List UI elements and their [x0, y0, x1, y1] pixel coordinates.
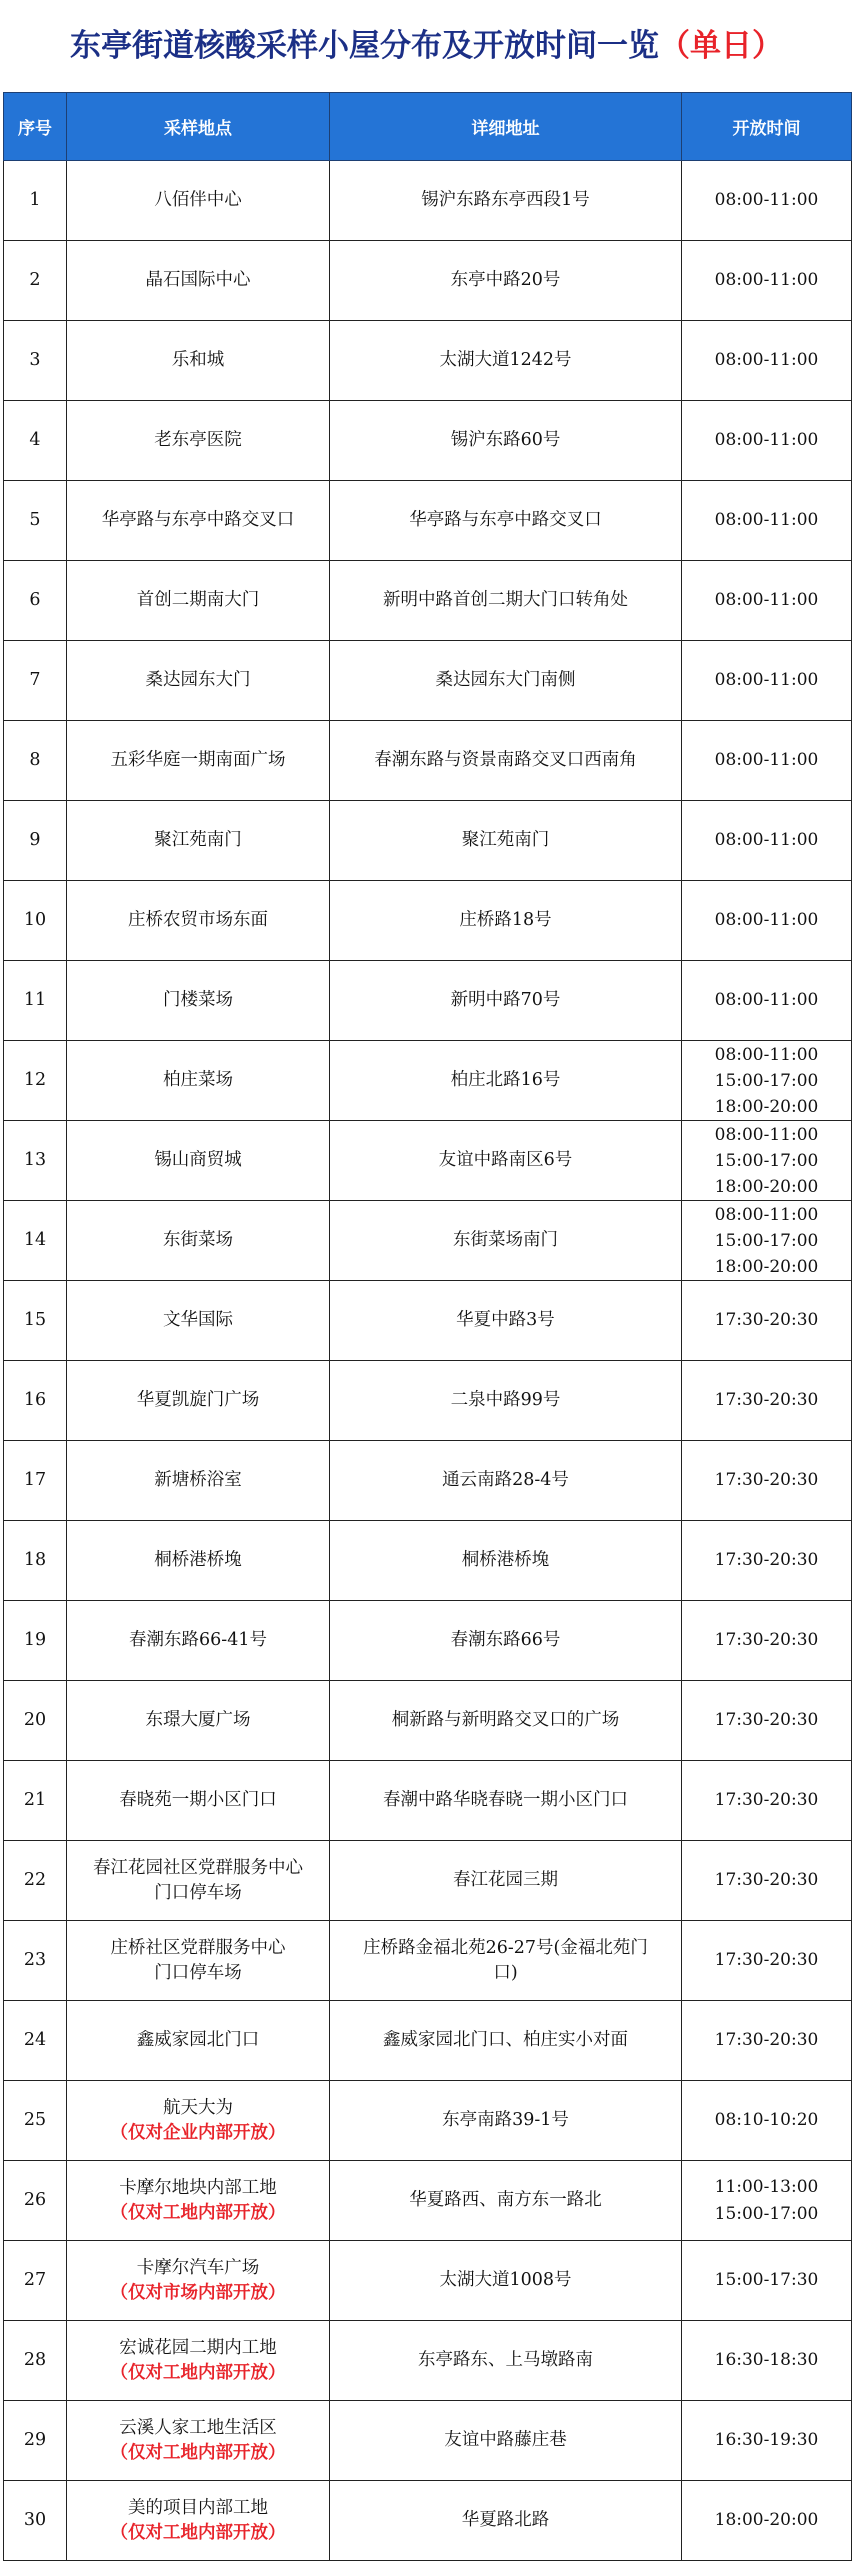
hours-cell	[682, 2081, 852, 2161]
site-name: 卡摩尔汽车广场	[136, 2257, 260, 2278]
hours-cell	[682, 561, 852, 641]
address-text: 新明中路首创二期大门口转角处	[383, 590, 628, 610]
row-number: 12	[4, 1041, 67, 1121]
row-number: 28	[4, 2321, 67, 2401]
table-row	[4, 2001, 852, 2081]
address-cell	[330, 1761, 682, 1841]
table-row	[4, 1921, 852, 2001]
table-row	[4, 161, 852, 241]
site-name: 锡山商贸城	[154, 1150, 242, 1170]
time-range: 08:10-10:20	[714, 2110, 819, 2130]
site-cell	[67, 881, 330, 961]
table-row	[4, 1681, 852, 1761]
site-cell	[67, 961, 330, 1041]
site-cell	[67, 321, 330, 401]
address-text: 友谊中路藤庄巷	[444, 2430, 567, 2450]
table-row	[4, 881, 852, 961]
time-range: 11:00-13:00	[714, 2176, 819, 2197]
address-cell	[330, 161, 682, 241]
site-name: 八佰伴中心	[154, 190, 242, 210]
table-row	[4, 2081, 852, 2161]
time-range: 08:00-11:00	[714, 670, 819, 690]
table-body	[4, 161, 852, 2561]
row-number: 15	[4, 1281, 67, 1361]
table-row	[4, 401, 852, 481]
hours-cell	[682, 161, 852, 241]
table-row	[4, 1521, 852, 1601]
sampling-sites-table	[3, 92, 852, 2561]
address-cell	[330, 1521, 682, 1601]
site-name: 首创二期南大门	[136, 590, 260, 610]
address-cell	[330, 1921, 682, 2001]
row-number: 23	[4, 1921, 67, 2001]
title-suffix: （单日）	[659, 28, 783, 64]
hours-cell	[682, 1041, 852, 1121]
row-number: 20	[4, 1681, 67, 1761]
site-name: 门楼菜场	[163, 990, 233, 1010]
address-cell	[330, 801, 682, 881]
row-number: 9	[4, 801, 67, 881]
site-cell	[67, 161, 330, 241]
site-name: 文华国际	[163, 1310, 233, 1330]
site-name: 东街菜场	[163, 1230, 233, 1250]
hours-cell	[682, 1841, 852, 1921]
site-name: 春晓苑一期小区门口	[119, 1790, 277, 1810]
row-number: 13	[4, 1121, 67, 1201]
address-text: 锡沪东路东亭西段1号	[421, 190, 590, 210]
time-range: 08:00-11:00	[714, 510, 819, 530]
time-range: 08:00-11:00	[714, 430, 819, 450]
time-range: 08:00-11:00	[714, 750, 819, 770]
site-cell	[67, 641, 330, 721]
address-cell	[330, 881, 682, 961]
time-range: 08:00-11:00	[714, 270, 819, 290]
table-row	[4, 2321, 852, 2401]
hours-cell	[682, 1761, 852, 1841]
address-text: 春潮中路华晓春晓一期小区门口	[383, 1790, 628, 1810]
address-text: 二泉中路99号	[450, 1390, 561, 1410]
row-number: 18	[4, 1521, 67, 1601]
site-cell	[67, 2481, 330, 2561]
time-range: 15:00-17:00	[714, 1070, 819, 1091]
address-text: 庄桥路金福北苑26-27号(金福北苑门	[363, 1937, 648, 1958]
table-row	[4, 801, 852, 881]
table-header-row	[4, 93, 852, 161]
site-name: 春江花园社区党群服务中心	[93, 1857, 303, 1878]
hours-cell	[682, 241, 852, 321]
hours-cell	[682, 2161, 852, 2241]
time-range: 17:30-20:30	[714, 1790, 819, 1810]
time-range: 08:00-11:00	[714, 590, 819, 610]
row-number: 1	[4, 161, 67, 241]
site-cell	[67, 2001, 330, 2081]
hours-cell	[682, 2001, 852, 2081]
time-range: 15:00-17:00	[714, 1230, 819, 1251]
site-name: 宏诚花园二期内工地	[119, 2337, 277, 2358]
address-cell	[330, 2001, 682, 2081]
hours-cell	[682, 1281, 852, 1361]
site-name: 老东亭医院	[154, 430, 242, 450]
hours-cell	[682, 961, 852, 1041]
table-row	[4, 641, 852, 721]
address-cell	[330, 2481, 682, 2561]
time-range: 18:00-20:00	[714, 1176, 819, 1197]
row-number: 21	[4, 1761, 67, 1841]
address-cell	[330, 2161, 682, 2241]
site-name: 春潮东路66-41号	[129, 1630, 267, 1650]
site-name: 卡摩尔地块内部工地	[119, 2177, 277, 2198]
hours-cell	[682, 321, 852, 401]
address-text: 春江花园三期	[453, 1870, 558, 1890]
hours-cell	[682, 721, 852, 801]
address-cell	[330, 641, 682, 721]
restriction-note: （仅对工地内部开放）	[110, 2522, 286, 2543]
address-text: 桑达园东大门南侧	[435, 670, 576, 690]
row-number: 27	[4, 2241, 67, 2321]
time-range: 08:00-11:00	[714, 990, 819, 1010]
time-range: 17:30-20:30	[714, 1470, 819, 1490]
address-text: 太湖大道1008号	[439, 2270, 572, 2290]
site-name: 五彩华庭一期南面广场	[110, 750, 286, 770]
address-cell	[330, 1361, 682, 1441]
address-cell	[330, 2321, 682, 2401]
hours-cell	[682, 2241, 852, 2321]
site-name: 桐桥港桥堍	[154, 1550, 242, 1570]
address-cell	[330, 401, 682, 481]
address-cell	[330, 1041, 682, 1121]
hours-cell	[682, 1921, 852, 2001]
address-cell	[330, 1201, 682, 1281]
row-number: 4	[4, 401, 67, 481]
address-text: 柏庄北路16号	[450, 1070, 561, 1090]
row-number: 25	[4, 2081, 67, 2161]
hours-cell	[682, 1201, 852, 1281]
address-cell	[330, 561, 682, 641]
address-text: 春潮东路与资景南路交叉口西南角	[374, 750, 637, 770]
table-row	[4, 1041, 852, 1121]
address-cell	[330, 2081, 682, 2161]
row-number: 7	[4, 641, 67, 721]
row-number: 2	[4, 241, 67, 321]
address-cell	[330, 2241, 682, 2321]
row-number: 30	[4, 2481, 67, 2561]
header-hours: 开放时间	[682, 93, 852, 161]
table-row	[4, 961, 852, 1041]
site-cell	[67, 1441, 330, 1521]
time-range: 08:00-11:00	[714, 1204, 819, 1225]
restriction-note: （仅对市场内部开放）	[110, 2282, 286, 2303]
row-number: 19	[4, 1601, 67, 1681]
time-range: 17:30-20:30	[714, 1950, 819, 1970]
address-text: 口)	[493, 1962, 518, 1983]
site-cell	[67, 1761, 330, 1841]
row-number: 8	[4, 721, 67, 801]
time-range: 08:00-11:00	[714, 1124, 819, 1145]
hours-cell	[682, 881, 852, 961]
row-number: 26	[4, 2161, 67, 2241]
site-cell	[67, 1041, 330, 1121]
hours-cell	[682, 2321, 852, 2401]
address-text: 太湖大道1242号	[439, 350, 572, 370]
address-text: 东亭路东、上马墩路南	[418, 2350, 593, 2370]
site-name: 庄桥社区党群服务中心	[110, 1937, 286, 1958]
hours-cell	[682, 481, 852, 561]
hours-cell	[682, 1601, 852, 1681]
hours-cell	[682, 1681, 852, 1761]
table-row	[4, 481, 852, 561]
address-text: 锡沪东路60号	[450, 430, 561, 450]
site-cell	[67, 561, 330, 641]
time-range: 17:30-20:30	[714, 1310, 819, 1330]
site-cell	[67, 1521, 330, 1601]
site-cell	[67, 1201, 330, 1281]
table-row	[4, 1121, 852, 1201]
site-cell	[67, 2321, 330, 2401]
site-cell	[67, 801, 330, 881]
site-name: 乐和城	[171, 350, 225, 370]
address-text: 东亭南路39-1号	[442, 2110, 569, 2130]
table-row	[4, 721, 852, 801]
time-range: 17:30-20:30	[714, 2030, 819, 2050]
row-number: 10	[4, 881, 67, 961]
table-row	[4, 561, 852, 641]
hours-cell	[682, 401, 852, 481]
address-text: 庄桥路18号	[459, 910, 552, 930]
site-cell	[67, 721, 330, 801]
table-row	[4, 321, 852, 401]
site-name: 云溪人家工地生活区	[119, 2417, 277, 2438]
address-cell	[330, 1841, 682, 1921]
site-name: 东璟大厦广场	[145, 1710, 251, 1730]
address-text: 聚江苑南门	[461, 830, 550, 850]
address-cell	[330, 321, 682, 401]
site-cell	[67, 241, 330, 321]
table-row	[4, 2161, 852, 2241]
time-range: 08:00-11:00	[714, 350, 819, 370]
header-no: 序号	[4, 93, 67, 161]
time-range: 16:30-19:30	[714, 2430, 819, 2450]
address-text: 东街菜场南门	[453, 1230, 558, 1250]
time-range: 18:00-20:00	[714, 2510, 819, 2530]
address-cell	[330, 1681, 682, 1761]
site-cell	[67, 1681, 330, 1761]
time-range: 08:00-11:00	[714, 190, 819, 210]
site-cell	[67, 1921, 330, 2001]
site-name: 新塘桥浴室	[154, 1470, 242, 1490]
address-text: 桐新路与新明路交叉口的广场	[391, 1710, 620, 1730]
row-number: 24	[4, 2001, 67, 2081]
time-range: 17:30-20:30	[714, 1550, 819, 1570]
site-cell	[67, 2241, 330, 2321]
site-name: 华亭路与东亭中路交叉口	[101, 510, 295, 530]
address-text: 桐桥港桥堍	[461, 1550, 550, 1570]
site-name: 航天大为	[163, 2097, 233, 2118]
table-row	[4, 1281, 852, 1361]
time-range: 08:00-11:00	[714, 830, 819, 850]
hours-cell	[682, 1121, 852, 1201]
restriction-note: （仅对企业内部开放）	[110, 2122, 286, 2143]
table-row	[4, 1601, 852, 1681]
hours-cell	[682, 801, 852, 881]
site-cell	[67, 2081, 330, 2161]
row-number: 29	[4, 2401, 67, 2481]
header-address: 详细地址	[330, 93, 682, 161]
header-site: 采样地点	[67, 93, 330, 161]
table-row	[4, 1761, 852, 1841]
address-cell	[330, 1601, 682, 1681]
site-cell	[67, 2161, 330, 2241]
site-name: 华夏凯旋门广场	[136, 1390, 260, 1410]
hours-cell	[682, 641, 852, 721]
time-range: 18:00-20:00	[714, 1256, 819, 1277]
time-range: 15:00-17:00	[714, 2203, 819, 2224]
row-number: 11	[4, 961, 67, 1041]
hours-cell	[682, 1361, 852, 1441]
title-main: 东亭街道核酸采样小屋分布及开放时间一览	[70, 28, 659, 64]
hours-cell	[682, 2481, 852, 2561]
address-text: 东亭中路20号	[450, 270, 561, 290]
address-cell	[330, 961, 682, 1041]
table-row	[4, 2401, 852, 2481]
address-cell	[330, 481, 682, 561]
time-range: 17:30-20:30	[714, 1630, 819, 1650]
address-text: 通云南路28-4号	[442, 1470, 569, 1490]
row-number: 14	[4, 1201, 67, 1281]
hours-cell	[682, 1441, 852, 1521]
site-name: 鑫威家园北门口	[136, 2030, 260, 2050]
row-number: 6	[4, 561, 67, 641]
time-range: 15:00-17:30	[714, 2270, 819, 2290]
site-name: 门口停车场	[154, 1962, 242, 1983]
address-text: 友谊中路南区6号	[438, 1150, 573, 1170]
row-number: 17	[4, 1441, 67, 1521]
table-row	[4, 1361, 852, 1441]
table-row	[4, 2241, 852, 2321]
site-cell	[67, 1121, 330, 1201]
address-text: 华夏路西、南方东一路北	[409, 2190, 602, 2210]
site-name: 聚江苑南门	[154, 830, 242, 850]
address-cell	[330, 241, 682, 321]
site-cell	[67, 1281, 330, 1361]
site-name: 庄桥农贸市场东面	[128, 910, 268, 930]
site-cell	[67, 401, 330, 481]
time-range: 17:30-20:30	[714, 1870, 819, 1890]
site-cell	[67, 1361, 330, 1441]
address-cell	[330, 721, 682, 801]
address-text: 华夏路北路	[461, 2510, 550, 2530]
site-cell	[67, 1601, 330, 1681]
row-number: 16	[4, 1361, 67, 1441]
site-name: 门口停车场	[154, 1882, 242, 1903]
hours-cell	[682, 1521, 852, 1601]
restriction-note: （仅对工地内部开放）	[110, 2442, 286, 2463]
table-row	[4, 241, 852, 321]
page-title	[0, 0, 853, 92]
time-range: 15:00-17:00	[714, 1150, 819, 1171]
time-range: 17:30-20:30	[714, 1710, 819, 1730]
address-cell	[330, 1121, 682, 1201]
address-text: 华夏中路3号	[456, 1310, 555, 1330]
time-range: 18:00-20:00	[714, 1096, 819, 1117]
address-cell	[330, 1441, 682, 1521]
address-text: 春潮东路66号	[450, 1630, 561, 1650]
time-range: 16:30-18:30	[714, 2350, 819, 2370]
site-name: 晶石国际中心	[145, 270, 251, 290]
time-range: 08:00-11:00	[714, 910, 819, 930]
site-cell	[67, 1841, 330, 1921]
row-number: 3	[4, 321, 67, 401]
address-cell	[330, 1281, 682, 1361]
table-row	[4, 1841, 852, 1921]
table-row	[4, 2481, 852, 2561]
address-text: 鑫威家园北门口、柏庄实小对面	[383, 2030, 628, 2050]
row-number: 5	[4, 481, 67, 561]
restriction-note: （仅对工地内部开放）	[110, 2362, 286, 2383]
row-number: 22	[4, 1841, 67, 1921]
site-name: 桑达园东大门	[145, 670, 251, 690]
site-cell	[67, 481, 330, 561]
site-name: 美的项目内部工地	[128, 2497, 268, 2518]
time-range: 08:00-11:00	[714, 1044, 819, 1065]
site-cell	[67, 2401, 330, 2481]
restriction-note: （仅对工地内部开放）	[110, 2202, 286, 2223]
address-text: 华亭路与东亭中路交叉口	[409, 510, 602, 530]
table-row	[4, 1441, 852, 1521]
table-row	[4, 1201, 852, 1281]
address-text: 新明中路70号	[450, 990, 561, 1010]
hours-cell	[682, 2401, 852, 2481]
address-cell	[330, 2401, 682, 2481]
site-name: 柏庄菜场	[163, 1070, 233, 1090]
time-range: 17:30-20:30	[714, 1390, 819, 1410]
